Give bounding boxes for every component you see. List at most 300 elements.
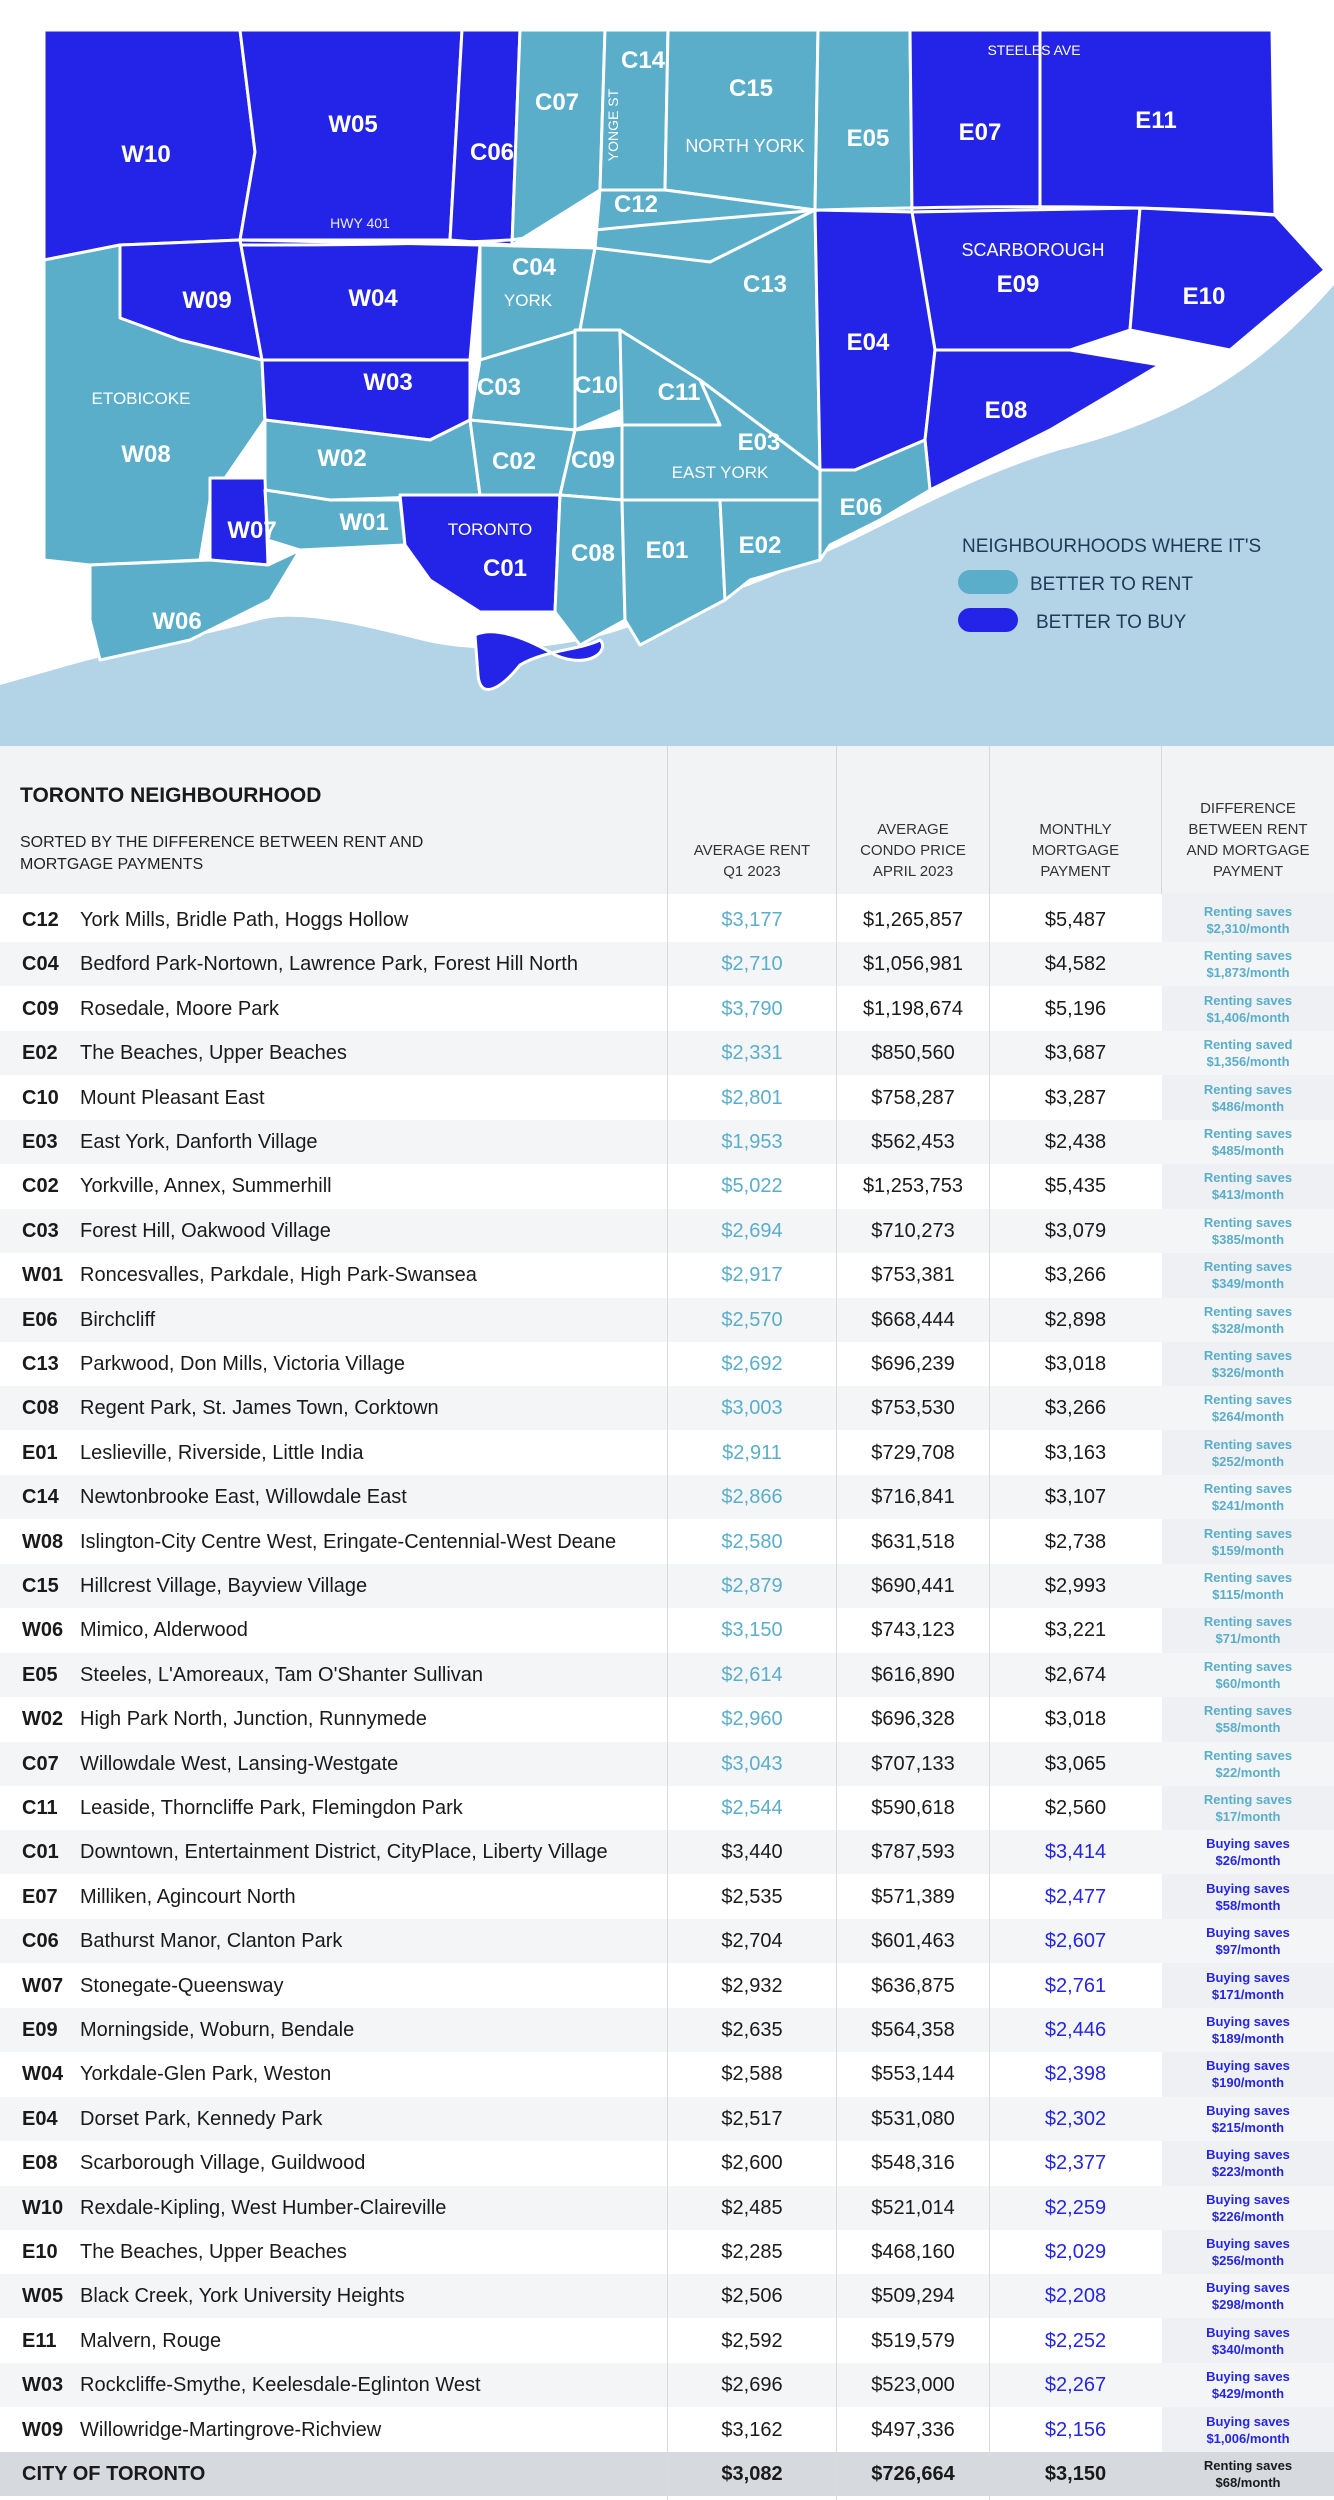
average-rent: $2,517	[721, 2107, 783, 2130]
rent-mortgage-difference	[1162, 1655, 1334, 1695]
toronto-neighbourhood-map	[0, 0, 1334, 746]
region-label: E11	[1135, 107, 1177, 134]
neighbourhood-code: C08	[22, 1397, 59, 1420]
region-label: E06	[839, 494, 883, 521]
difference-label: Buying saves	[1206, 1969, 1290, 1985]
region-label: C11	[657, 379, 701, 406]
difference-value: $413/month	[1211, 1187, 1285, 1203]
region-label: W04	[348, 285, 398, 312]
rent-mortgage-difference	[1162, 1966, 1334, 2006]
region-label: C06	[469, 139, 515, 166]
difference-label: Renting saved	[1203, 1037, 1293, 1053]
difference-label: Buying saves	[1206, 2324, 1290, 2340]
neighbourhood-code: C14	[22, 1486, 59, 1509]
neighbourhood-name: Forest Hill, Oakwood Village	[80, 1219, 331, 1242]
difference-value: $226/month	[1211, 2208, 1285, 2224]
rent-mortgage-difference	[1162, 2365, 1334, 2405]
difference-label: Renting saves	[1203, 948, 1293, 964]
rent-mortgage-difference	[1162, 2143, 1334, 2183]
difference-label: Buying saves	[1206, 1880, 1290, 1896]
difference-value: $17/month	[1215, 1809, 1281, 1824]
neighbourhood-code: C12	[22, 909, 59, 931]
neighbourhood-code: C04	[22, 953, 59, 976]
neighbourhood-code: E02	[22, 1042, 58, 1065]
average-condo-price: $562,453	[871, 1131, 955, 1153]
average-condo-price: $523,000	[871, 2374, 955, 2397]
legend-rent-label: BETTER TO RENT	[1030, 574, 1193, 595]
monthly-mortgage-payment: $3,018	[1044, 1353, 1107, 1375]
average-rent: $2,544	[721, 1797, 783, 1819]
difference-label: Buying saves	[1206, 2236, 1290, 2251]
average-rent: $3,440	[721, 1841, 783, 1864]
rent-mortgage-difference	[1162, 1921, 1334, 1961]
rent-mortgage-difference	[1162, 2010, 1334, 2050]
average-rent: $2,600	[721, 2152, 783, 2175]
difference-value: $241/month	[1211, 1498, 1285, 1514]
rent-mortgage-difference	[1162, 1832, 1334, 1872]
average-condo-price: $1,265,857	[862, 909, 964, 931]
difference-label: Buying saves	[1206, 2280, 1290, 2296]
neighbourhood-code: W09	[22, 2418, 64, 2441]
rent-mortgage-difference	[1162, 1477, 1334, 1517]
legend-rent-swatch	[958, 570, 1018, 594]
neighbourhood-name: Rexdale-Kipling, West Humber-Claireville	[80, 2196, 447, 2219]
column-header-payment: MONTHLY MORTGAGE PAYMENT	[1031, 821, 1120, 880]
neighbourhood-name: The Beaches, Upper Beaches	[80, 1042, 347, 1065]
difference-value: $264/month	[1211, 1409, 1285, 1425]
average-condo-price: $668,444	[871, 1308, 955, 1331]
rent-mortgage-difference	[1162, 2232, 1334, 2272]
neighbourhood-name: Mount Pleasant East	[80, 1086, 265, 1109]
difference-label: Renting saves	[1203, 992, 1293, 1008]
average-condo-price: $696,239	[871, 1353, 955, 1375]
neighbourhood-name: Malvern, Rouge	[80, 2329, 222, 2352]
legend-title: NEIGHBOURHOODS WHERE IT'S	[962, 536, 1262, 557]
neighbourhood-name: East York, Danforth Village	[80, 1131, 318, 1153]
difference-label: Buying saves	[1206, 2058, 1290, 2074]
difference-label: Renting saves	[1203, 904, 1293, 919]
monthly-mortgage-payment: $3,266	[1044, 1397, 1107, 1420]
average-condo-price: $1,198,674	[862, 997, 964, 1020]
difference-value: $429/month	[1211, 2386, 1285, 2402]
difference-value: $68/month	[1215, 2475, 1281, 2490]
region-c15[interactable]	[665, 30, 818, 210]
monthly-mortgage-payment: $2,477	[1044, 1885, 1107, 1908]
difference-value: $340/month	[1211, 2341, 1285, 2357]
region-label: W09	[182, 287, 232, 314]
neighbourhood-code: C13	[22, 1353, 59, 1375]
average-condo-price: $590,618	[871, 1797, 955, 1819]
table-subtitle: SORTED BY THE DIFFERENCE BETWEEN RENT AND MORTGAGE PAYMENTS	[20, 834, 424, 873]
region-label: E09	[996, 271, 1040, 298]
rent-mortgage-difference	[1162, 1788, 1334, 1828]
neighbourhood-code: E10	[22, 2241, 58, 2263]
average-rent: $2,704	[721, 1930, 783, 1953]
region-label: W10	[121, 141, 171, 168]
region-label: C15	[728, 75, 774, 102]
monthly-mortgage-payment: $2,029	[1044, 2241, 1107, 2263]
average-condo-price: $716,841	[871, 1486, 955, 1509]
average-rent: $2,960	[721, 1708, 783, 1731]
difference-value: $190/month	[1211, 2075, 1285, 2091]
difference-value: $58/month	[1215, 1720, 1281, 1736]
difference-value: $215/month	[1211, 2119, 1285, 2135]
neighbourhood-code: W06	[22, 1619, 64, 1642]
rent-mortgage-difference	[1162, 1388, 1334, 1428]
difference-value: $26/month	[1215, 1853, 1281, 1869]
monthly-mortgage-payment: $3,163	[1044, 1441, 1107, 1464]
difference-value: $159/month	[1211, 1542, 1285, 1558]
region-label: C12	[613, 191, 659, 218]
average-condo-price: $753,530	[871, 1397, 955, 1420]
region-label: C14	[620, 47, 666, 74]
difference-value: $171/month	[1211, 1986, 1285, 2002]
average-condo-price: $696,328	[871, 1708, 955, 1731]
monthly-mortgage-payment: $3,687	[1044, 1042, 1107, 1065]
monthly-mortgage-payment: $3,287	[1044, 1086, 1107, 1109]
difference-value: $486/month	[1211, 1098, 1285, 1114]
neighbourhood-name: Dorset Park, Kennedy Park	[80, 2107, 323, 2130]
neighbourhood-code: W07	[22, 1974, 64, 1997]
column-header-price: AVERAGE CONDO PRICE APRIL 2023	[860, 821, 966, 880]
rent-mortgage-difference	[1162, 1033, 1334, 1073]
region-w02[interactable]	[265, 420, 480, 500]
monthly-mortgage-payment: $2,398	[1044, 2063, 1107, 2086]
monthly-mortgage-payment: $3,079	[1044, 1219, 1107, 1242]
monthly-mortgage-payment: $3,107	[1044, 1486, 1107, 1509]
neighbourhood-name: Steeles, L'Amoreaux, Tam O'Shanter Sullivan	[80, 1663, 484, 1686]
difference-label: Renting saves	[1203, 1214, 1293, 1230]
neighbourhood-code: C10	[22, 1086, 59, 1109]
difference-value: $349/month	[1211, 1276, 1285, 1292]
average-rent: $2,570	[721, 1308, 783, 1331]
neighbourhood-name: Willowridge-Martingrove-Richview	[80, 2418, 382, 2441]
legend-buy-swatch	[958, 608, 1018, 632]
region-label: C01	[482, 555, 528, 582]
region-label: W06	[152, 608, 202, 635]
region-label: E08	[984, 397, 1028, 424]
monthly-mortgage-payment: $2,898	[1044, 1308, 1107, 1331]
difference-label: Buying saves	[1206, 2369, 1290, 2385]
region-label: W07	[227, 517, 277, 544]
neighbourhood-name: Willowdale West, Lansing-Westgate	[80, 1752, 399, 1775]
neighbourhood-code: C06	[22, 1930, 59, 1953]
region-label: E07	[958, 119, 1002, 146]
region-label: C09	[570, 447, 616, 474]
neighbourhood-name: Newtonbrooke East, Willowdale East	[80, 1486, 407, 1509]
difference-value: $1,873/month	[1206, 965, 1290, 981]
monthly-mortgage-payment: $5,435	[1044, 1175, 1107, 1198]
average-rent: $2,801	[721, 1086, 783, 1109]
difference-label: Buying saves	[1206, 2147, 1290, 2163]
region-label: C10	[573, 372, 619, 399]
average-rent: $2,285	[721, 2241, 783, 2263]
average-rent: $2,710	[721, 953, 783, 976]
neighbourhood-code: E09	[22, 2019, 58, 2041]
average-rent: $3,150	[721, 1619, 783, 1642]
rent-mortgage-difference	[1162, 2321, 1334, 2361]
monthly-mortgage-payment: $2,761	[1044, 1974, 1107, 1997]
monthly-mortgage-payment: $2,302	[1044, 2107, 1107, 2130]
difference-label: Buying saves	[1206, 2191, 1290, 2207]
east-york-label: EAST YORK	[671, 463, 769, 482]
difference-value: $252/month	[1211, 1453, 1285, 1469]
difference-label: Renting saves	[1203, 1170, 1293, 1186]
monthly-mortgage-payment: $3,266	[1044, 1264, 1107, 1287]
average-rent: $2,580	[721, 1530, 783, 1553]
total-label: CITY OF TORONTO	[22, 2463, 206, 2485]
region-label: E03	[737, 429, 781, 456]
region-label: C07	[534, 89, 580, 116]
region-label: C04	[511, 254, 557, 281]
average-rent: $2,588	[721, 2063, 783, 2086]
region-label: W03	[363, 369, 413, 396]
rent-mortgage-difference	[1162, 1122, 1334, 1162]
york-label: YORK	[503, 291, 553, 310]
average-rent: $2,911	[722, 1441, 782, 1464]
difference-label: Renting saves	[1203, 1792, 1293, 1807]
average-condo-price: $616,890	[871, 1663, 955, 1686]
monthly-mortgage-payment: $2,738	[1044, 1530, 1107, 1553]
hwy-401-label: HWY 401	[330, 215, 390, 231]
neighbourhood-code: W05	[22, 2285, 64, 2308]
neighbourhood-code: C15	[22, 1575, 59, 1597]
rent-mortgage-difference	[1162, 2188, 1334, 2228]
difference-label: Renting saves	[1203, 1614, 1293, 1630]
monthly-mortgage-payment: $3,065	[1044, 1752, 1107, 1775]
difference-value: $326/month	[1211, 1365, 1285, 1380]
monthly-mortgage-payment: $3,150	[1044, 2463, 1107, 2485]
average-condo-price: $636,875	[871, 1974, 955, 1997]
difference-label: Renting saves	[1203, 1392, 1293, 1408]
neighbourhood-code: W04	[22, 2063, 64, 2086]
average-rent: $3,003	[721, 1397, 783, 1420]
average-condo-price: $1,253,753	[862, 1175, 964, 1198]
rent-mortgage-difference	[1162, 1300, 1334, 1340]
rent-mortgage-difference	[1162, 2054, 1334, 2094]
monthly-mortgage-payment: $3,414	[1044, 1841, 1107, 1864]
difference-label: Renting saves	[1203, 1703, 1293, 1719]
neighbourhood-code: E01	[22, 1441, 58, 1464]
average-rent: $2,694	[721, 1219, 783, 1242]
difference-label: Renting saves	[1203, 1747, 1293, 1763]
difference-label: Renting saves	[1203, 1081, 1293, 1097]
rent-mortgage-difference	[1162, 1166, 1334, 1206]
difference-value: $60/month	[1215, 1675, 1281, 1691]
rent-mortgage-difference	[1162, 1255, 1334, 1295]
region-label: C13	[742, 271, 788, 298]
monthly-mortgage-payment: $5,196	[1044, 997, 1107, 1020]
difference-label: Buying saves	[1206, 2102, 1290, 2118]
region-label: E05	[846, 125, 890, 152]
difference-value: $1,356/month	[1206, 1054, 1290, 1070]
difference-label: Buying saves	[1206, 1925, 1290, 1941]
rent-mortgage-difference	[1162, 900, 1334, 940]
table-title: TORONTO NEIGHBOURHOOD	[20, 784, 322, 807]
neighbourhood-code: E05	[22, 1663, 58, 1686]
average-condo-price: $707,133	[871, 1752, 955, 1775]
difference-label: Renting saves	[1203, 1303, 1293, 1319]
region-label: E10	[1182, 283, 1226, 310]
neighbourhood-name: Leaside, Thorncliffe Park, Flemingdon Park	[80, 1797, 463, 1819]
difference-value: $189/month	[1211, 2031, 1285, 2046]
neighbourhood-code: C02	[22, 1175, 59, 1198]
neighbourhood-name: Hillcrest Village, Bayview Village	[80, 1575, 368, 1597]
neighbourhood-name: York Mills, Bridle Path, Hoggs Hollow	[80, 909, 409, 931]
monthly-mortgage-payment: $2,259	[1044, 2196, 1107, 2219]
neighbourhood-code: E06	[22, 1308, 58, 1331]
region-label: W05	[328, 111, 378, 138]
neighbourhood-code: E08	[22, 2152, 58, 2175]
region-label: W02	[317, 445, 367, 472]
neighbourhood-code: W02	[22, 1708, 64, 1731]
monthly-mortgage-payment: $2,156	[1044, 2418, 1107, 2441]
average-rent: $2,331	[721, 1042, 783, 1065]
scarborough-label: SCARBOROUGH	[961, 240, 1105, 260]
average-condo-price: $690,441	[871, 1575, 955, 1597]
average-rent: $2,692	[721, 1353, 783, 1375]
difference-value: $97/month	[1215, 1942, 1281, 1958]
neighbourhood-name: Leslieville, Riverside, Little India	[80, 1441, 364, 1464]
monthly-mortgage-payment: $3,221	[1044, 1619, 1107, 1642]
neighbourhood-code: E11	[22, 2329, 57, 2352]
rent-mortgage-difference	[1162, 1566, 1334, 1606]
difference-label: Renting saves	[1203, 1126, 1293, 1141]
rent-mortgage-difference	[1162, 1877, 1334, 1917]
rent-mortgage-difference	[1162, 1610, 1334, 1650]
rent-mortgage-difference	[1162, 989, 1334, 1029]
difference-label: Renting saves	[1203, 1259, 1293, 1275]
monthly-mortgage-payment: $3,018	[1044, 1708, 1107, 1731]
average-rent: $2,506	[721, 2285, 783, 2308]
difference-value: $298/month	[1211, 2297, 1285, 2313]
neighbourhood-name: Milliken, Agincourt North	[80, 1885, 296, 1908]
average-condo-price: $710,273	[871, 1219, 955, 1242]
neighbourhood-code: W01	[22, 1264, 64, 1287]
region-label: C03	[476, 374, 522, 401]
neighbourhood-name: Black Creek, York University Heights	[80, 2285, 405, 2308]
average-rent: $2,635	[721, 2019, 783, 2041]
average-rent: $3,790	[721, 997, 783, 1020]
region-label: E01	[645, 537, 689, 564]
region-label: C02	[491, 448, 537, 475]
neighbourhood-code: C09	[22, 997, 59, 1020]
difference-label: Renting saves	[1203, 1481, 1293, 1497]
average-rent: $2,614	[721, 1663, 783, 1686]
difference-value: $1,406/month	[1206, 1009, 1290, 1025]
difference-label: Buying saves	[1206, 2014, 1290, 2029]
monthly-mortgage-payment: $2,446	[1044, 2019, 1107, 2041]
neighbourhood-name: Rosedale, Moore Park	[80, 997, 279, 1020]
average-rent: $2,879	[721, 1575, 783, 1597]
average-rent: $2,592	[721, 2329, 783, 2352]
rent-mortgage-difference	[1162, 1522, 1334, 1562]
etobicoke-label: ETOBICOKE	[91, 389, 191, 408]
neighbourhood-name: Regent Park, St. James Town, Corktown	[80, 1397, 439, 1420]
difference-value: $223/month	[1211, 2164, 1285, 2180]
neighbourhood-name: Roncesvalles, Parkdale, High Park-Swansea	[80, 1264, 477, 1287]
average-condo-price: $564,358	[871, 2019, 955, 2041]
average-condo-price: $729,708	[871, 1441, 955, 1464]
region-label: C08	[570, 540, 616, 567]
difference-label: Buying saves	[1206, 2413, 1290, 2429]
neighbourhood-name: The Beaches, Upper Beaches	[80, 2241, 347, 2263]
neighbourhood-name: Downtown, Entertainment District, CityPlace, Liberty Village	[80, 1841, 608, 1864]
region-label: W01	[339, 509, 389, 536]
rent-mortgage-difference	[1162, 1433, 1334, 1473]
rent-mortgage-difference	[1162, 2454, 1334, 2494]
monthly-mortgage-payment: $2,267	[1044, 2374, 1107, 2397]
rent-mortgage-difference	[1162, 944, 1334, 984]
monthly-mortgage-payment: $2,252	[1044, 2329, 1107, 2352]
rent-mortgage-difference	[1162, 2410, 1334, 2450]
monthly-mortgage-payment: $2,993	[1044, 1575, 1107, 1597]
difference-value: $58/month	[1215, 1897, 1281, 1913]
average-rent: $2,917	[721, 1264, 783, 1287]
rent-mortgage-difference	[1162, 1211, 1334, 1251]
region-e05[interactable]	[815, 30, 912, 212]
average-condo-price: $601,463	[871, 1930, 955, 1953]
average-rent: $3,043	[721, 1752, 783, 1775]
monthly-mortgage-payment: $5,487	[1044, 909, 1107, 931]
difference-label: Renting saves	[1203, 1525, 1293, 1541]
average-condo-price: $631,518	[871, 1530, 955, 1553]
legend-buy-label: BETTER TO BUY	[1036, 612, 1187, 633]
average-rent: $2,485	[721, 2196, 783, 2219]
average-condo-price: $787,593	[871, 1841, 955, 1864]
difference-label: Renting saves	[1203, 1348, 1293, 1363]
monthly-mortgage-payment: $2,674	[1044, 1663, 1107, 1686]
neighbourhood-code: C03	[22, 1219, 59, 1242]
average-condo-price: $726,664	[871, 2463, 955, 2485]
rent-vs-buy-table	[0, 746, 1334, 2500]
region-c08[interactable]	[555, 495, 625, 645]
average-rent: $3,082	[721, 2463, 783, 2485]
average-rent: $2,535	[721, 1885, 783, 1908]
neighbourhood-name: Birchcliff	[80, 1308, 156, 1331]
monthly-mortgage-payment: $2,438	[1044, 1131, 1107, 1153]
difference-label: Renting saves	[1203, 1436, 1293, 1452]
region-c06[interactable]	[450, 30, 520, 245]
region-label: E02	[738, 532, 782, 559]
rent-mortgage-difference	[1162, 2099, 1334, 2139]
average-condo-price: $531,080	[871, 2107, 955, 2130]
neighbourhood-name: Scarborough Village, Guildwood	[80, 2152, 366, 2175]
neighbourhood-code: W08	[22, 1530, 64, 1553]
average-condo-price: $1,056,981	[862, 953, 964, 976]
region-label: W08	[121, 441, 171, 468]
neighbourhood-code: C07	[22, 1752, 59, 1775]
difference-value: $485/month	[1211, 1143, 1285, 1158]
neighbourhood-name: Mimico, Alderwood	[80, 1619, 248, 1642]
neighbourhood-name: Yorkville, Annex, Summerhill	[80, 1175, 332, 1198]
neighbourhood-name: Islington-City Centre West, Eringate-Centennial-West Deane	[80, 1530, 617, 1553]
monthly-mortgage-payment: $2,607	[1044, 1930, 1107, 1953]
average-condo-price: $571,389	[871, 1885, 955, 1908]
difference-value: $385/month	[1211, 1231, 1285, 1247]
region-label: E04	[846, 329, 890, 356]
difference-value: $71/month	[1215, 1631, 1281, 1647]
average-condo-price: $743,123	[871, 1619, 955, 1642]
monthly-mortgage-payment: $2,377	[1044, 2152, 1107, 2175]
neighbourhood-name: Bathurst Manor, Clanton Park	[80, 1930, 343, 1953]
column-header-difference: DIFFERENCE BETWEEN RENT AND MORTGAGE PAYMENT	[1186, 800, 1310, 880]
average-condo-price: $521,014	[871, 2196, 955, 2219]
neighbourhood-name: Morningside, Woburn, Bendale	[80, 2019, 355, 2041]
neighbourhood-code: E07	[22, 1885, 58, 1908]
monthly-mortgage-payment: $2,560	[1044, 1797, 1107, 1819]
difference-label: Renting saves	[1203, 1570, 1293, 1585]
